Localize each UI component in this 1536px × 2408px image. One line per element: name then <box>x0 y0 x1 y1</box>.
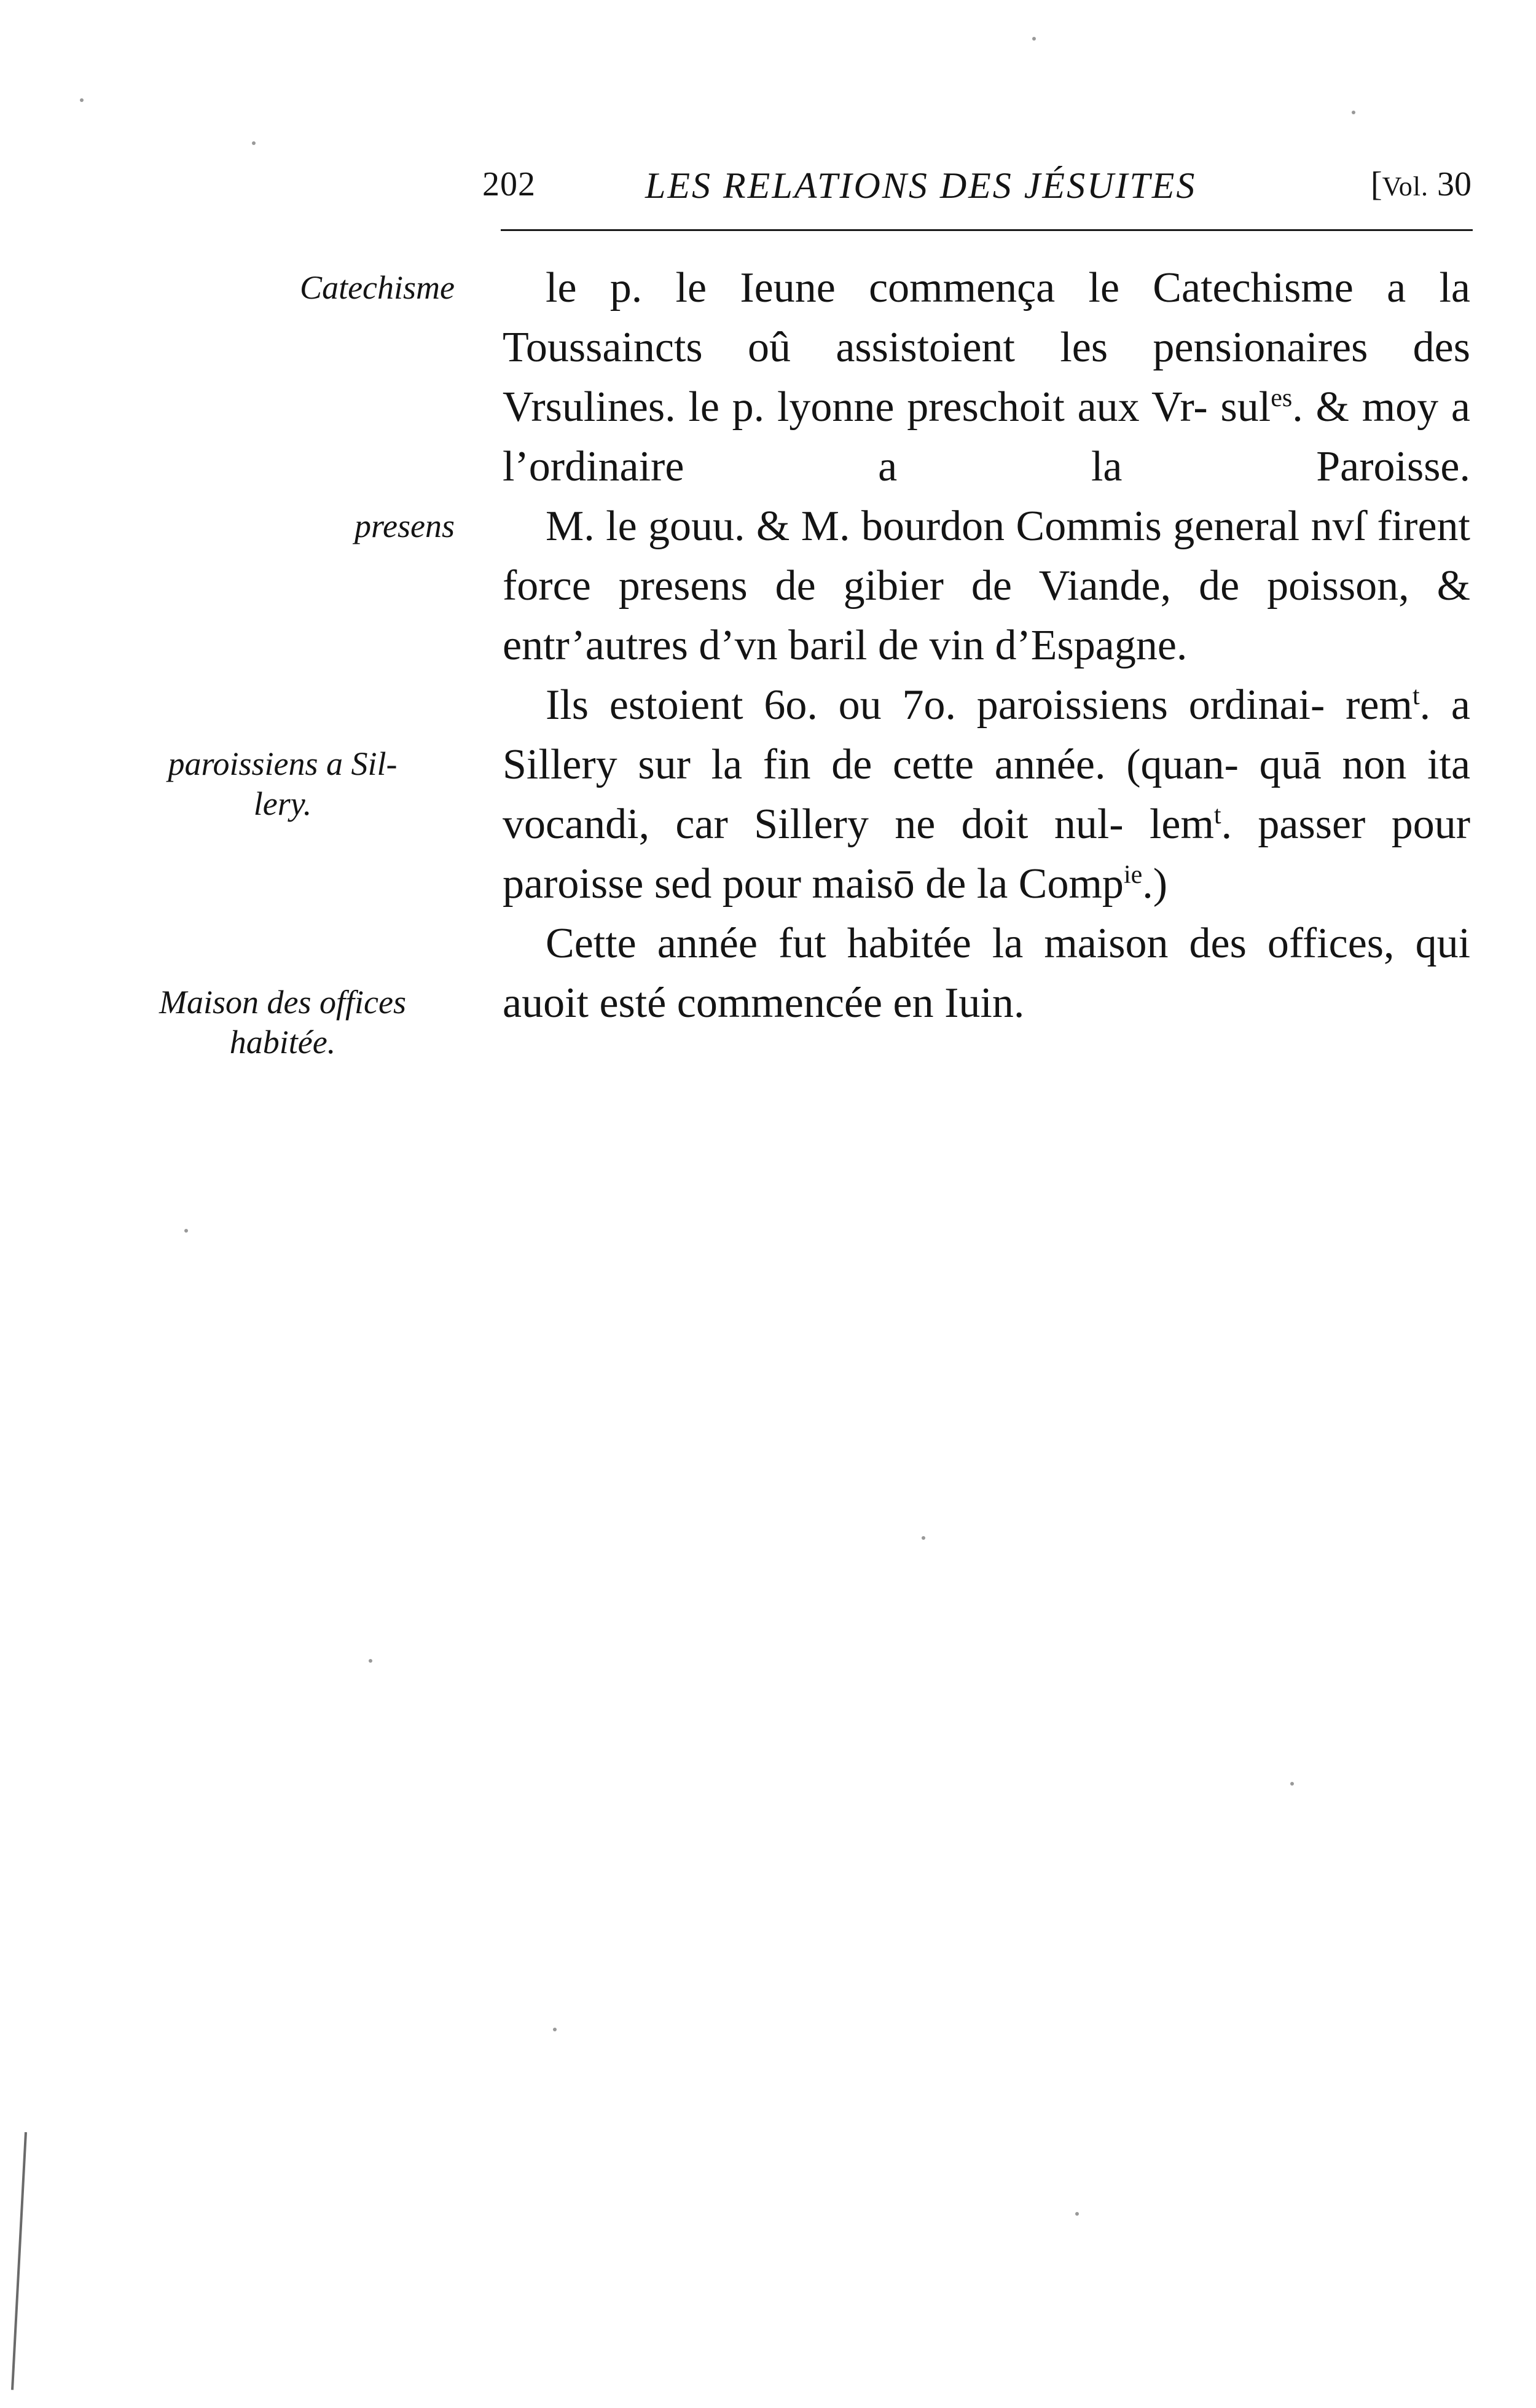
text-line: qui auoit esté commencée en Iuin. <box>503 920 1471 1027</box>
text-line: . passer pour paroisse sed pour maisō de <box>503 801 1471 908</box>
marginal-note-maison <box>111 973 455 1072</box>
superscript: ie <box>1123 861 1143 889</box>
marginal-note-line: Maison des offices <box>159 984 406 1021</box>
text-line: Vrsulines. le p. lyonne preschoit aux Vr- <box>503 383 1208 431</box>
text-line: sul <box>1220 383 1271 431</box>
marginal-note-line: Catechisme <box>300 269 455 306</box>
text-line: quā non ita vocandi, car Sillery ne doit nul- <box>503 741 1471 848</box>
text-line: . a Sillery sur la fin de cette année. (quan- <box>503 681 1470 788</box>
text-line: d’Espagne. <box>995 622 1188 669</box>
scan-speck <box>80 98 84 102</box>
text-line: de poisson, & entr’autres d’vn baril de vin <box>503 562 1471 669</box>
superscript: t <box>1412 682 1420 710</box>
scan-speck <box>1075 2212 1079 2216</box>
marginal-note-line: paroissiens a Sil- <box>168 745 398 782</box>
marginal-note-catechisme <box>300 258 455 318</box>
marginal-note-line: presens <box>355 508 455 544</box>
text-line: rem <box>1346 681 1413 729</box>
paragraph-maison <box>503 914 1470 1033</box>
text-line: .) <box>1142 860 1168 908</box>
scan-speck <box>553 2028 557 2031</box>
text-line: le p. le Ieune commença le Catechisme a la <box>546 264 1470 312</box>
volume-number: 30 <box>1437 165 1471 203</box>
text-line: la Comp <box>976 860 1124 908</box>
page-number: 202 <box>482 165 536 203</box>
scan-speck <box>1032 37 1036 41</box>
text-line: M. le gouu. & M. bourdon Commis general <box>546 503 1300 550</box>
volume-bracket: [ <box>1371 165 1382 203</box>
text-line: Ils estoient 6o. ou 7o. paroissiens ordinai- <box>546 681 1325 729</box>
scan-speck <box>1290 1782 1294 1786</box>
superscript: es <box>1271 384 1293 412</box>
scan-speck <box>252 141 256 145</box>
text-line: . & moy a l’ordinaire a la Paroisse. <box>503 383 1471 490</box>
marginal-note-presens <box>355 496 455 556</box>
scan-artifact-stroke <box>11 2132 27 2390</box>
text-line: lem <box>1149 801 1214 848</box>
volume-marker <box>1371 165 1471 204</box>
scan-speck <box>369 1659 372 1663</box>
scan-speck <box>922 1536 925 1540</box>
page-header <box>482 159 1471 208</box>
header-rule <box>501 229 1473 231</box>
text-line: Cette année fut habitée la maison des offices, <box>546 920 1395 967</box>
text-line: Toussaincts oû assistoient les pensionaires des <box>503 324 1470 371</box>
scan-speck <box>184 1229 188 1233</box>
body-text <box>503 258 1470 1033</box>
running-title: LES RELATIONS DES JÉSUITES <box>645 165 1197 206</box>
marginal-note-line: habitée. <box>229 1024 336 1061</box>
paragraph-catechisme <box>503 258 1470 496</box>
scan-speck <box>1352 111 1355 114</box>
volume-label: Vol. <box>1382 171 1428 202</box>
text-line: nvſ firent force presens de gibier de Viande, <box>503 503 1470 610</box>
paragraph-presens <box>503 496 1470 675</box>
marginal-note-paroissiens <box>111 735 455 833</box>
paragraph-paroissiens <box>503 675 1470 914</box>
superscript: t <box>1213 801 1221 829</box>
marginal-note-line: lery. <box>253 785 312 822</box>
